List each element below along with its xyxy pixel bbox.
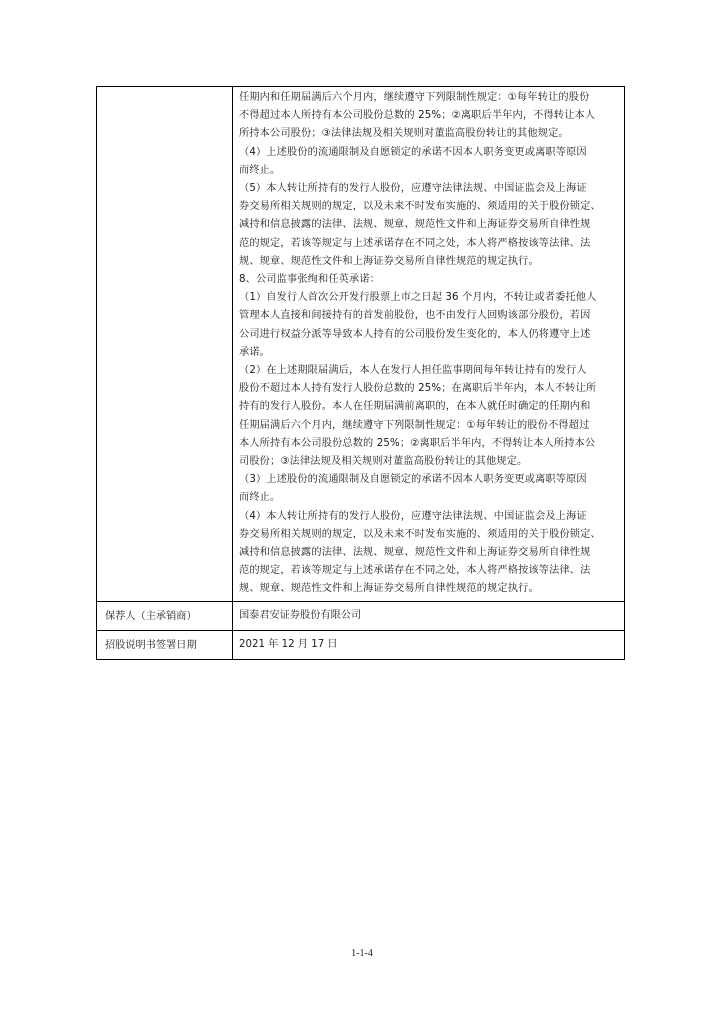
sponsor-value: 国泰君安证券股份有限公司 (233, 601, 625, 630)
commitment-line: 而终止。 (239, 164, 281, 176)
signing-date-label: 招股说明书签署日期 (97, 630, 233, 659)
commitment-line: 任期内和任期届满后六个月内，继续遵守下列限制性规定：①每年转让的股份 (239, 92, 590, 103)
commitment-line: （4）本人转让所持有的发行人股份，应遵守法律法规、中国证监会及上海证 (239, 510, 587, 522)
commitment-line: 股份不超过本人持有发行人股份总数的 25%；在离职后半年内，本人不转让所 (239, 383, 597, 395)
commitment-line: 减持和信息披露的法律、法规、规章、规范性文件和上海证券交易所自律性规 (239, 547, 591, 559)
commitment-line: （4）上述股份的流通限制及自愿锁定的承诺不因本人职务变更或离职等原因 (239, 146, 587, 158)
commitment-line: 减持和信息披露的法律、法规、规章、规范性文件和上海证券交易所自律性规 (239, 219, 591, 231)
commitment-row (97, 87, 625, 602)
prospectus-summary-table (96, 86, 625, 660)
commitment-line: 规、规章、规范性文件和上海证券交易所自律性规范的规定执行。 (239, 583, 539, 595)
commitment-line: 所持本公司股份；③法律法规及相关规则对董监高股份转让的其他规定。 (239, 128, 569, 140)
page-number: 1-1-4 (351, 948, 373, 959)
commitment-line: 规、规章、规范性文件和上海证券交易所自律性规范的规定执行。 (239, 255, 539, 267)
commitment-text-block (239, 89, 620, 599)
commitment-line: 持有的发行人股份。本人在任期届满前离职的，在本人就任时确定的任期内和 (239, 401, 591, 413)
commitment-line: 公司进行权益分派等导致本人持有的公司股份发生变化的，本人仍将遵守上述 (239, 328, 591, 340)
signing-date-value: 2021 年 12 月 17 日 (233, 630, 625, 659)
commitment-line: 任期届满后六个月内，继续遵守下列限制性规定：①每年转让的股份不得超过 (239, 419, 590, 431)
commitment-line: （1）自发行人首次公开发行股票上市之日起 36 个月内，不转让或者委托他人 (239, 292, 597, 304)
commitment-line: 而终止。 (239, 492, 281, 504)
commitment-line: 不得超过本人所持有本公司股份总数的 25%；②离职后半年内，不得转让本人 (239, 110, 596, 122)
sponsor-label: 保荐人（主承销商） (97, 601, 233, 630)
commitment-line: 司股份；③法律法规及相关规则对董监高股份转让的其他规定。 (239, 456, 528, 468)
sponsor-row (97, 601, 625, 630)
commitment-line: 券交易所相关规则的规定，以及未来不时发布实施的、须适用的关于股份锁定、 (239, 528, 601, 540)
commitment-content-cell (233, 87, 625, 602)
commitment-line: 本人所持有本公司股份总数的 25%；②离职后半年内，不得转让本人所持本公 (239, 437, 596, 449)
commitment-line: （5）本人转让所持有的发行人股份，应遵守法律法规、中国证监会及上海证 (239, 183, 587, 195)
commitment-line: 承诺。 (239, 346, 271, 358)
commitment-line: 券交易所相关规则的规定，以及未来不时发布实施的、须适用的关于股份锁定、 (239, 201, 601, 213)
commitment-line: 8、公司监事张绚和任英承诺： (239, 274, 381, 286)
commitment-line: 范的规定，若该等规定与上述承诺存在不同之处，本人将严格按该等法律、法 (239, 565, 591, 577)
commitment-line: （2）在上述期限届满后，本人在发行人担任监事期间每年转让持有的发行人 (239, 365, 587, 377)
commitment-line: 管理本人直接和间接持有的首发前股份，也不由发行人回购该部分股份，若因 (239, 310, 591, 322)
commitment-line: 范的规定，若该等规定与上述承诺存在不同之处，本人将严格按该等法律、法 (239, 237, 591, 249)
commitment-label-cell (97, 87, 233, 602)
signing-date-row (97, 630, 625, 659)
commitment-line: （3）上述股份的流通限制及自愿锁定的承诺不因本人职务变更或离职等原因 (239, 474, 587, 486)
